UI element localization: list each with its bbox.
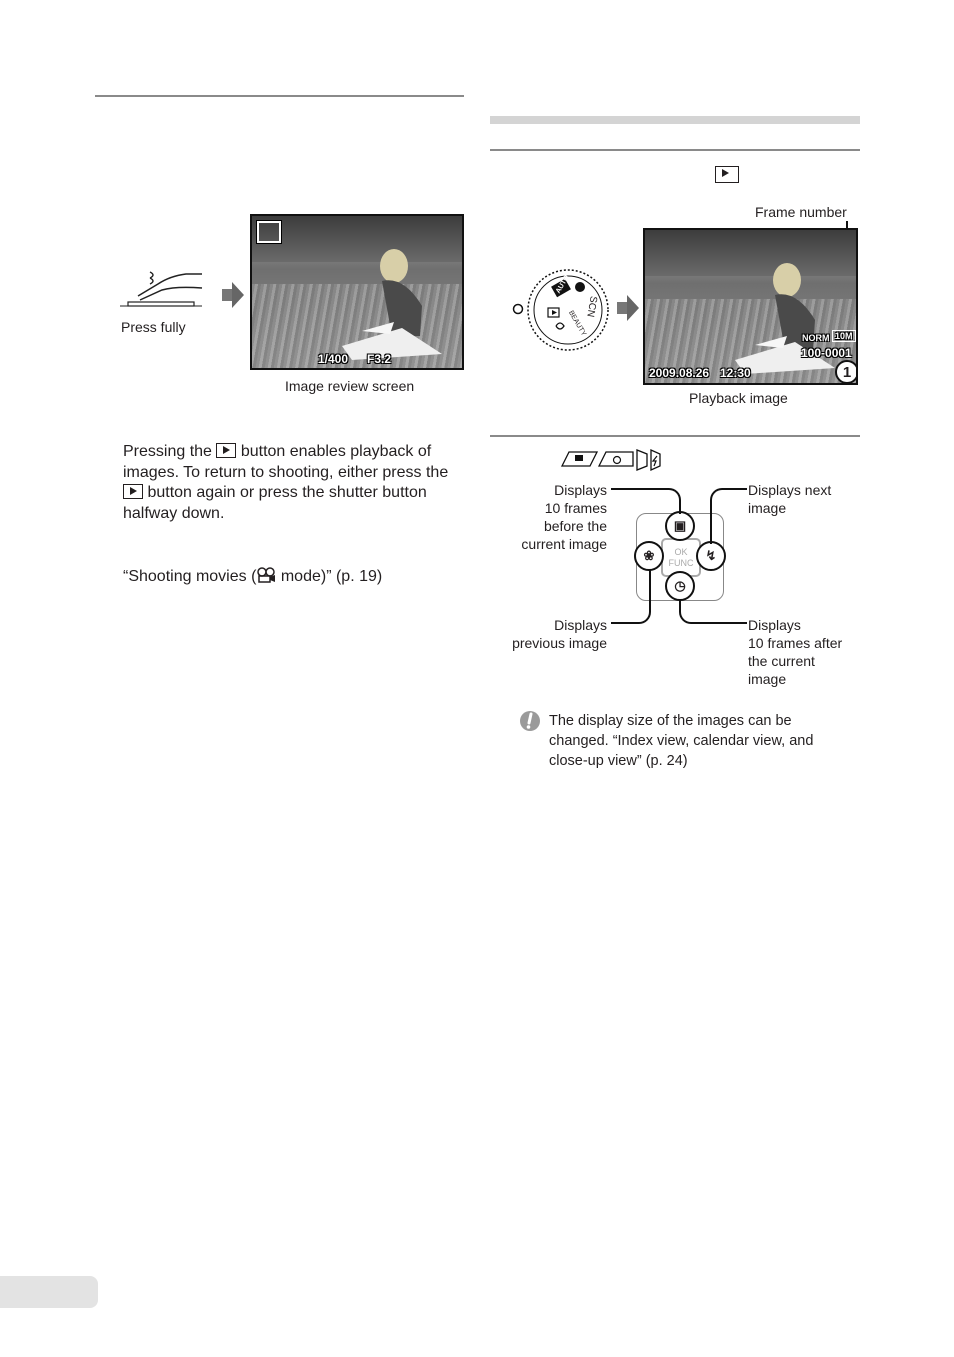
- movie-mode-icon: [256, 567, 276, 583]
- flash-icon: ↯: [696, 541, 726, 571]
- playback-paragraph: [123, 442, 463, 524]
- hand-press-illustration: [118, 266, 208, 314]
- label-displays-10-before: Displays 10 frames before the current image: [521, 482, 607, 552]
- osd-frame-circle: [835, 360, 858, 384]
- label-displays-10-after: Displays 10 frames after the current image: [748, 617, 843, 687]
- self-timer-icon: ◷: [665, 571, 695, 601]
- osd-shutter: 1/400: [318, 352, 349, 366]
- frame-number-label: Frame number: [755, 204, 847, 220]
- caution-icon: [519, 710, 541, 732]
- func-label: FUNC: [668, 557, 694, 568]
- leader-down: [679, 600, 747, 624]
- osd-date: 2009.08.26: [649, 366, 710, 380]
- osd-frame-number: 1: [842, 363, 852, 381]
- osd-aperture: F3.2: [367, 352, 392, 366]
- arrow-right-icon: [232, 282, 244, 308]
- macro-icon: ❀: [634, 541, 664, 571]
- ok-label: OK: [674, 546, 688, 557]
- display-size-note: The display size of the images can be changed. “Index view, calendar view, and close-up view” (p. 24): [549, 713, 814, 769]
- image-review-caption: Image review screen: [285, 378, 415, 394]
- exposure-comp-icon: ▣: [665, 511, 695, 541]
- arrow-right-icon: [627, 295, 639, 321]
- osd-norm: NORM: [802, 333, 830, 343]
- leader-up: [611, 488, 681, 514]
- dial-scn-label: SCN: [584, 295, 599, 318]
- right-section-rule-2: [490, 435, 860, 437]
- right-section-rule-1: [490, 149, 860, 151]
- arrow-pad-icons: [561, 448, 663, 472]
- osd-size: 10M: [832, 330, 856, 342]
- right-heading-band: [490, 116, 860, 124]
- ref-before: “Shooting movies (: [123, 568, 257, 585]
- playback-image-caption: Playback image: [689, 390, 788, 406]
- dial-beauty-label: BEAUTY: [566, 309, 588, 338]
- movie-reference: [123, 567, 463, 588]
- label-displays-previous: Displays previous image: [512, 617, 607, 651]
- para-part1: Pressing the: [123, 443, 212, 460]
- arrow-stem-2: [617, 302, 627, 314]
- ref-after: mode)” (p. 19): [276, 568, 383, 585]
- leader-right: [710, 488, 747, 544]
- image-review-screen: [250, 214, 464, 370]
- osd-file: 100-0001: [801, 346, 852, 360]
- osd-time: 12:30: [720, 366, 751, 380]
- arrow-stem-1: [222, 289, 232, 301]
- leader-left: [611, 569, 651, 624]
- dial-auto-label: AUTO: [554, 274, 571, 295]
- para-part2: button enables playback of images. To return to shooting, either press the: [123, 443, 449, 481]
- playback-button-icon: [216, 443, 236, 458]
- label-displays-next: Displays next image: [748, 482, 832, 516]
- playback-button-icon: [123, 484, 143, 499]
- photo-subject: [332, 236, 452, 361]
- playback-button-icon: [715, 166, 739, 183]
- playback-image-screen: [643, 228, 858, 385]
- press-fully-label: Press fully: [121, 319, 186, 335]
- left-top-rule: [95, 95, 464, 97]
- page-number-tab: [0, 1276, 98, 1308]
- mode-indicator-box: [257, 221, 281, 243]
- para-part3: button again or press the shutter button halfway down.: [123, 484, 427, 522]
